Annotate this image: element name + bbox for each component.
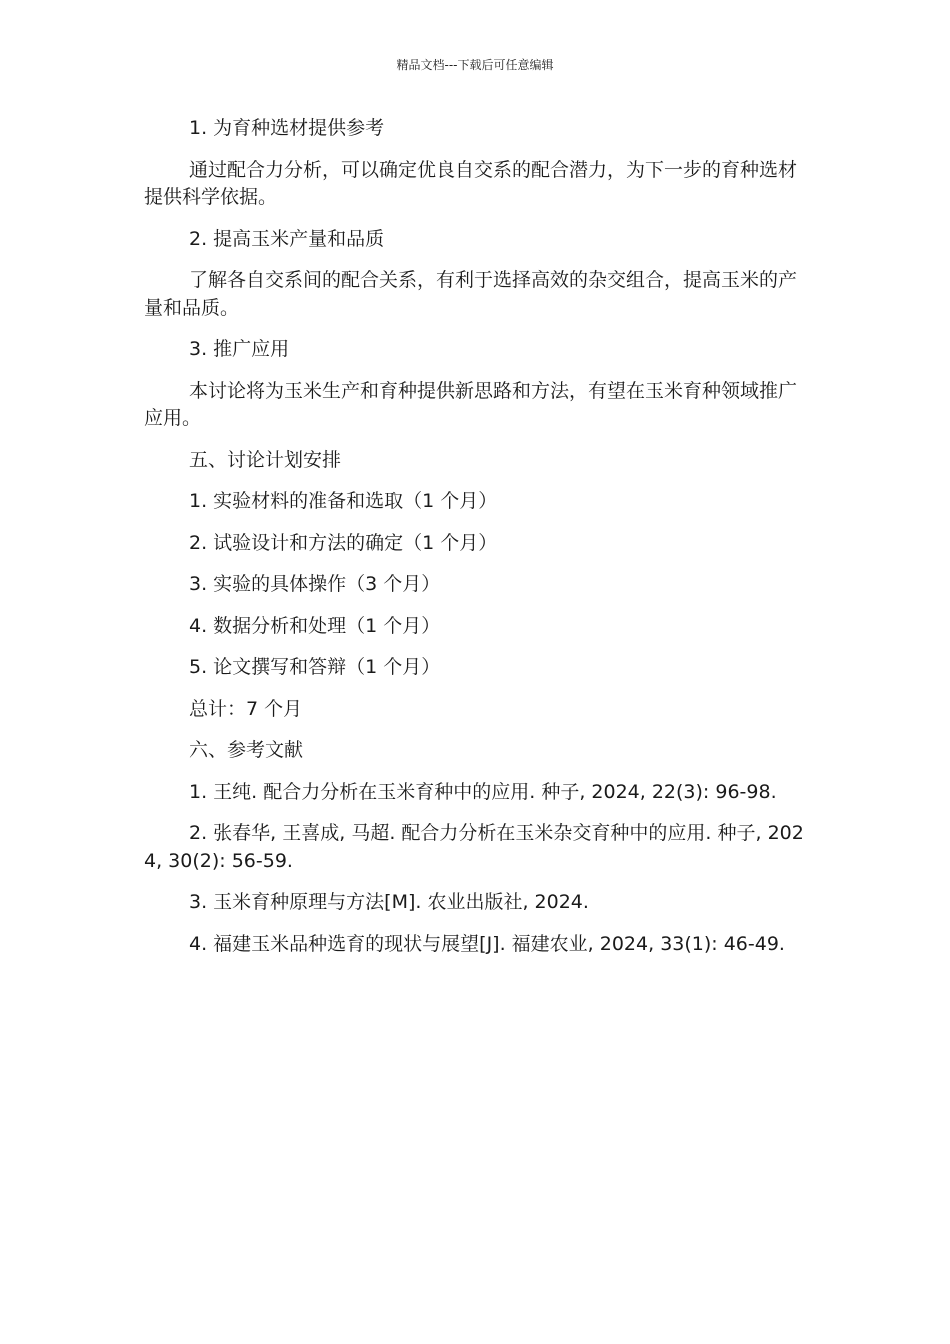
paragraph-yield-quality: 了解各自交系间的配合关系，有利于选择高效的杂交组合，提高玉米的产量和品质。	[144, 269, 798, 319]
document-body	[144, 115, 806, 972]
reference-item: 2. 张春华, 王喜成, 马超. 配合力分析在玉米杂交育种中的应用. 种子, 2024, 30(2): 56-59.	[144, 822, 804, 872]
schedule-item: 3. 实验的具体操作（3 个月）	[189, 573, 441, 595]
schedule-total: 总计：7 个月	[189, 697, 303, 720]
page-header: 精品文档---下载后可任意编辑	[396, 58, 554, 72]
heading-application: 3. 推广应用	[189, 338, 290, 360]
heading-yield-quality: 2. 提高玉米产量和品质	[189, 227, 385, 250]
section-title-schedule: 五、讨论计划安排	[189, 448, 342, 471]
schedule-item: 4. 数据分析和处理（1 个月）	[189, 614, 441, 637]
reference-item: 1. 王纯. 配合力分析在玉米育种中的应用. 种子, 2024, 22(3): 96-98.	[189, 780, 777, 803]
schedule-item: 5. 论文撰写和答辩（1 个月）	[189, 656, 441, 678]
paragraph-application: 本讨论将为玉米生产和育种提供新思路和方法，有望在玉米育种领域推广应用。	[144, 379, 798, 429]
reference-item: 4. 福建玉米品种选育的现状与展望[J]. 福建农业, 2024, 33(1): 46-49.	[189, 932, 785, 955]
section-title-references: 六、参考文献	[189, 739, 304, 761]
schedule-item: 1. 实验材料的准备和选取（1 个月）	[189, 490, 498, 512]
paragraph-breeding-reference: 通过配合力分析，可以确定优良自交系的配合潜力，为下一步的育种选材提供科学依据。	[144, 158, 798, 208]
schedule-item: 2. 试验设计和方法的确定（1 个月）	[189, 531, 498, 554]
reference-item: 3. 玉米育种原理与方法[M]. 农业出版社, 2024.	[189, 891, 589, 913]
heading-breeding-reference: 1. 为育种选材提供参考	[189, 117, 385, 139]
